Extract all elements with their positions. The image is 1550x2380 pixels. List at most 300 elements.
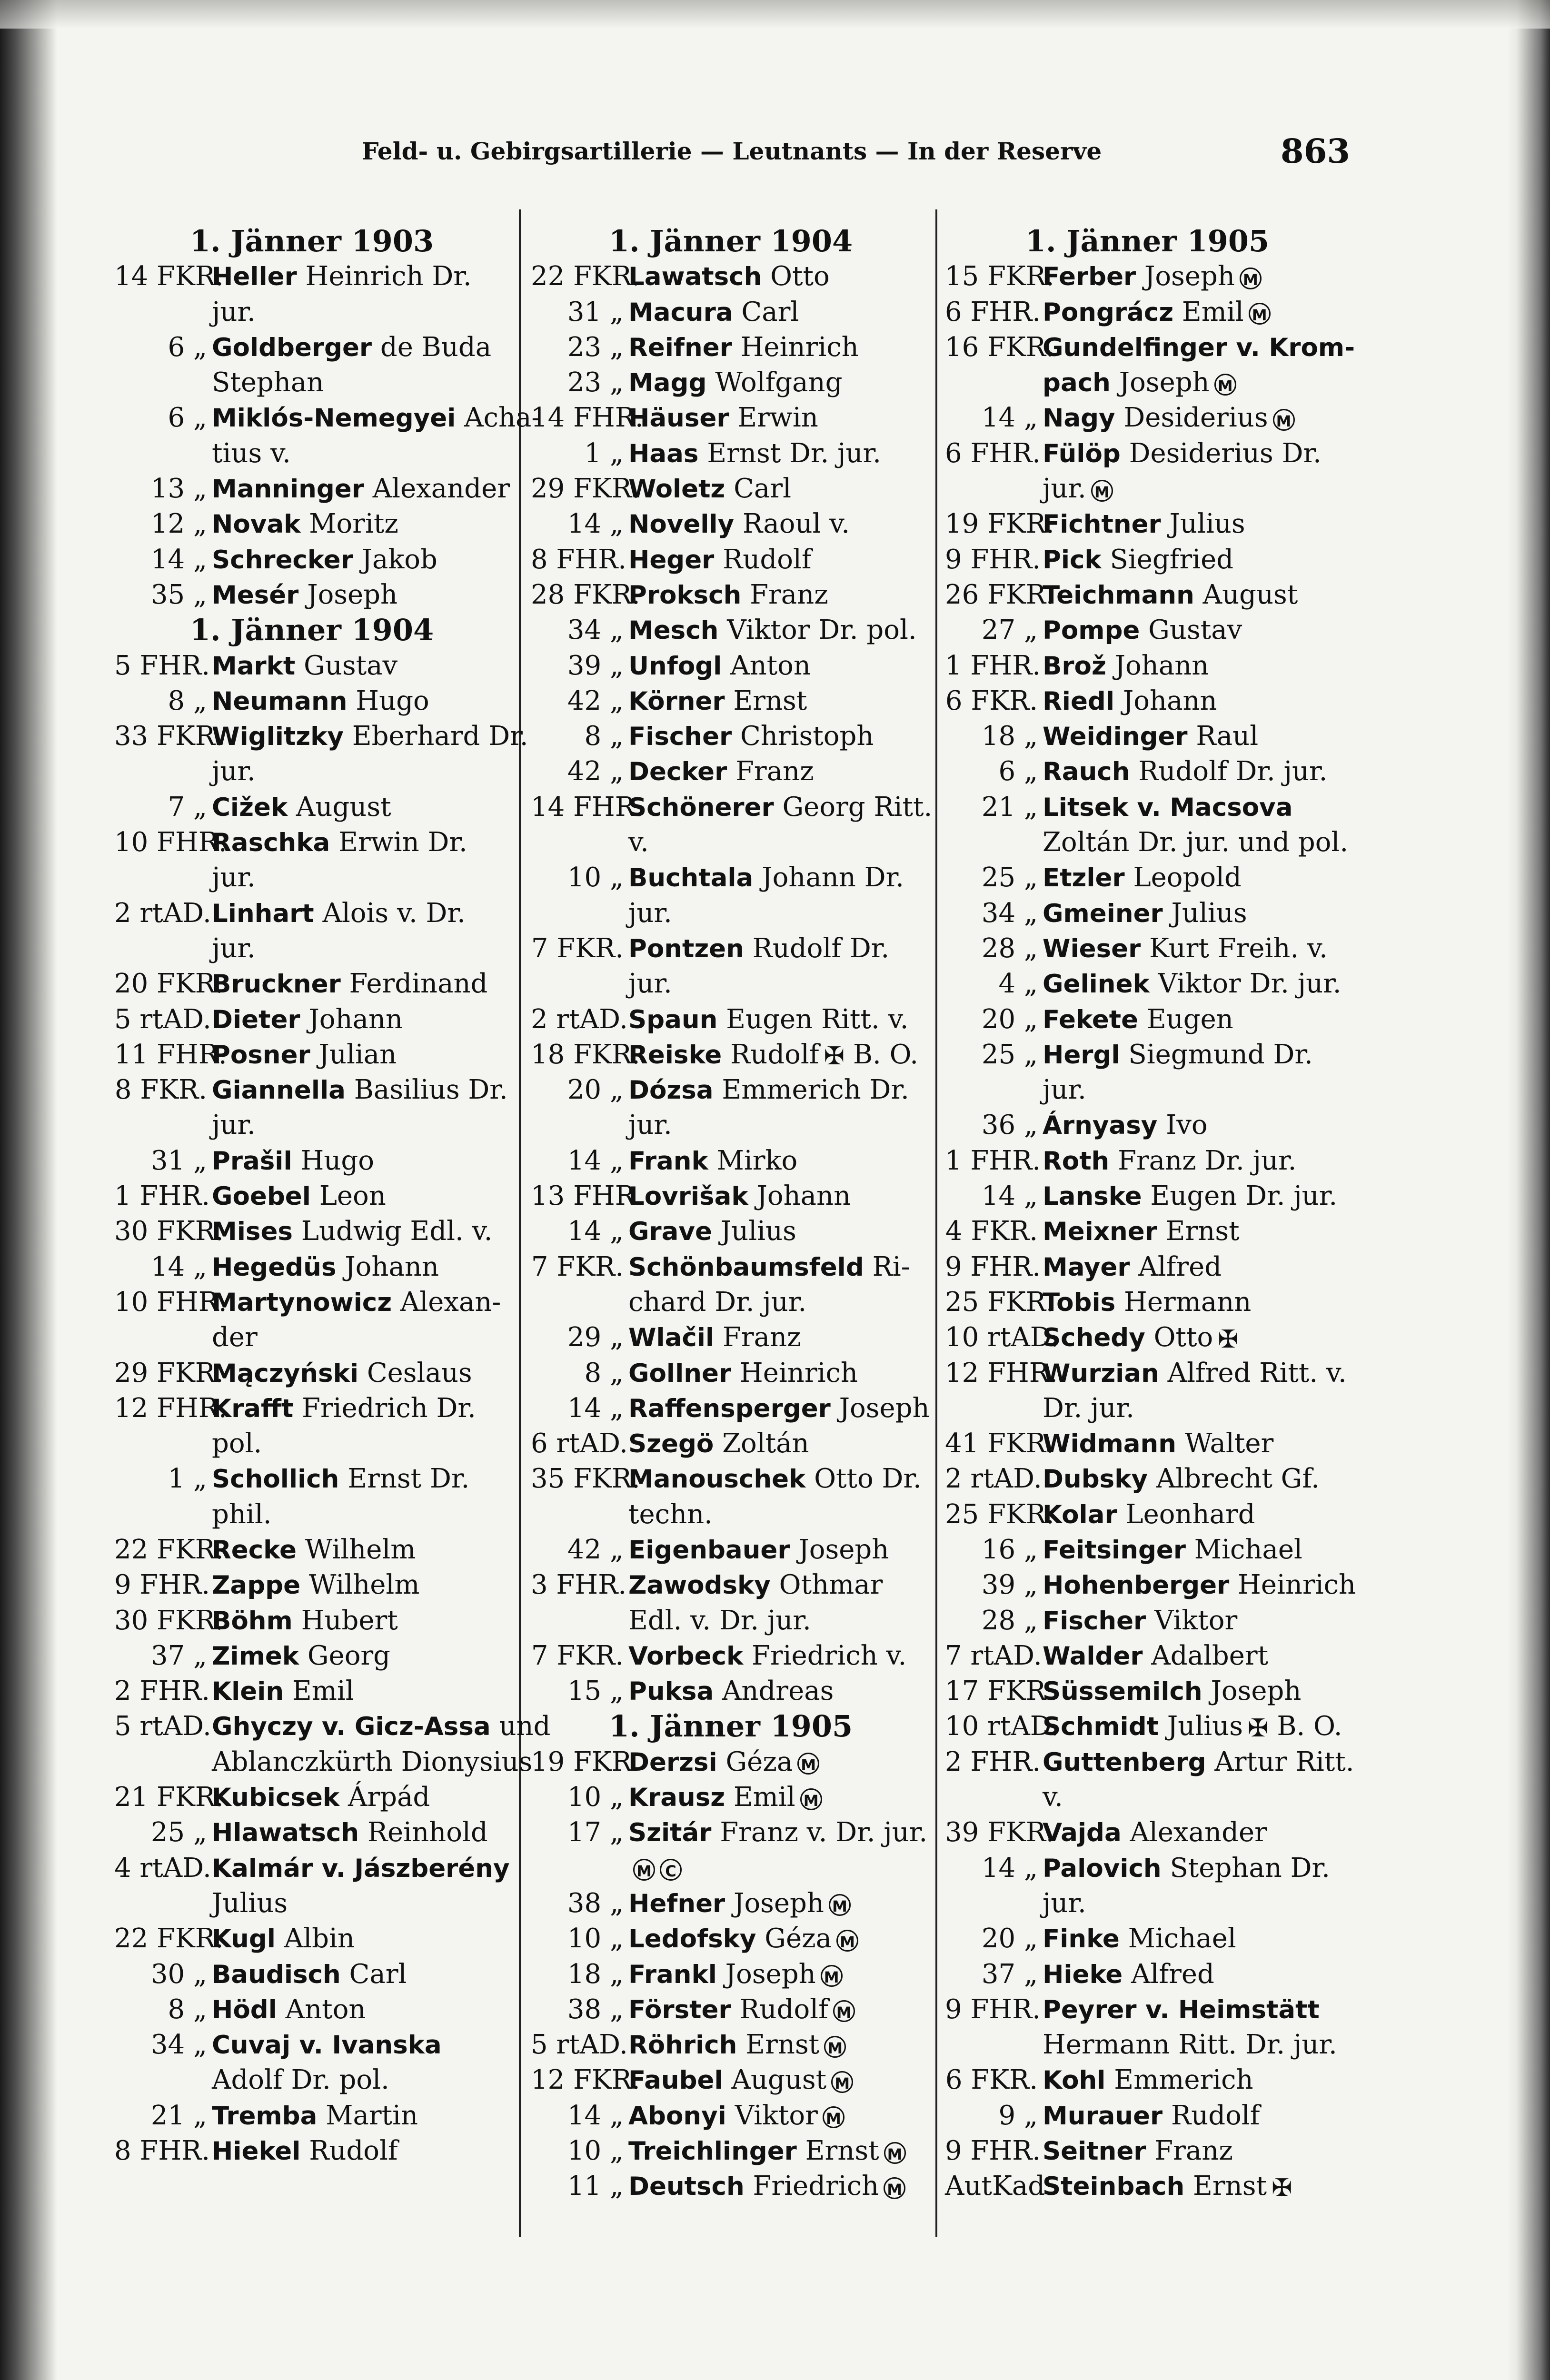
entry-row (114, 259, 509, 294)
regiment-number: 6 FKR. (945, 685, 1038, 716)
given-name: Walter (1176, 1428, 1274, 1459)
surname: Faubel (628, 2066, 723, 2095)
entry-row (945, 931, 1350, 966)
regiment-number: 14 FKR. (114, 261, 224, 292)
entry-name (628, 577, 828, 613)
entry-name (628, 1391, 930, 1427)
entry-name (212, 966, 487, 1002)
entry-row (114, 1921, 509, 1956)
given-name: Hugo (292, 1145, 374, 1176)
regiment-number: 3 FHR. (531, 1569, 627, 1601)
regiment-number: 37 „ (150, 1640, 207, 1671)
entry-row (531, 577, 931, 613)
given-name: Carl (725, 473, 791, 505)
surname: Giannella (212, 1076, 346, 1105)
entry-name (1043, 1143, 1296, 1179)
given-name-continued: chard Dr. jur. (628, 1286, 807, 1318)
entry-name (212, 1567, 419, 1603)
given-name: Raul (1187, 721, 1259, 752)
surname: Mesér (212, 580, 299, 610)
given-name-continued: der (212, 1322, 258, 1353)
entry-row (531, 1567, 931, 1603)
entry-name (628, 1745, 819, 1780)
entry-continuation (945, 365, 1350, 400)
entry-row (531, 2063, 931, 2098)
given-name: Albrecht Gf. (1148, 1463, 1320, 1495)
given-name: Alois v. Dr. (314, 897, 466, 929)
entry-row (531, 2098, 931, 2133)
entry-row (114, 1356, 509, 1391)
section-heading: 1. Jänner 1904 (608, 224, 853, 258)
entry-name (1043, 896, 1247, 932)
entry-name (212, 1214, 492, 1250)
regiment-number: 9 FHR. (114, 1569, 210, 1601)
entry-row (945, 1957, 1350, 1992)
entry-row (945, 259, 1350, 294)
circled-m-icon: M (829, 1894, 851, 1916)
continuation-text (1043, 365, 1236, 401)
entry-continuation (531, 1285, 931, 1320)
entry-row (945, 2063, 1350, 2098)
entry-name (1043, 436, 1321, 472)
entry-name (1043, 1745, 1354, 1780)
surname: Haas (628, 439, 699, 468)
entry-name (628, 1037, 918, 1074)
given-name: Artur Ritt. (1206, 1746, 1354, 1777)
entry-continuation (114, 295, 509, 330)
given-name: Wilhelm (300, 1569, 420, 1601)
surname: Körner (628, 686, 725, 716)
regiment-number: 17 „ (567, 1817, 624, 1848)
entry-name (628, 2027, 846, 2063)
suffix: B. O. (845, 1039, 919, 1070)
surname: Árnyasy (1043, 1111, 1158, 1140)
regiment-number: 2 rtAD. (114, 897, 211, 929)
regiment-number: 5 FHR. (114, 650, 210, 681)
surname: Zappe (212, 1571, 301, 1600)
continuation-text (1043, 1391, 1134, 1426)
entry-name (628, 684, 807, 719)
given-name: Leon (310, 1180, 386, 1212)
continuation-text (212, 931, 256, 966)
given-name: Gustav (1140, 615, 1242, 646)
entry-name (1043, 2169, 1292, 2206)
regiment-number: 33 FKR. (114, 721, 224, 752)
given-name-continued: Julius (212, 1887, 288, 1919)
entry-row (531, 1532, 931, 1567)
regiment-number: 25 „ (981, 1039, 1038, 1070)
surname: Zimek (212, 1641, 299, 1671)
column-divider-1 (519, 209, 521, 2237)
entry-name (212, 825, 467, 861)
entry-name (1043, 719, 1258, 754)
regiment-number: 36 „ (981, 1110, 1038, 1141)
regiment-number: 5 rtAD. (114, 1003, 211, 1035)
given-name: Heinrich (1229, 1569, 1356, 1601)
regiment-number: 22 FKR. (114, 1534, 224, 1565)
given-name: Joseph (830, 1392, 930, 1424)
entry-continuation (114, 754, 509, 789)
entry-continuation (114, 860, 509, 895)
entry-name (212, 1532, 416, 1568)
entry-name (1043, 1426, 1273, 1462)
entry-row (114, 1851, 509, 1886)
surname: Mises (212, 1217, 293, 1247)
surname: Cuvaj v. Ivanska (212, 2031, 442, 2060)
given-name: Géza (756, 1923, 832, 1954)
surname: Mesch (628, 616, 719, 645)
entry-continuation (945, 1886, 1350, 1921)
entry-name (212, 1815, 488, 1851)
entry-row (531, 1957, 931, 1992)
given-name-continued: jur. (212, 932, 256, 964)
given-name: Michael (1185, 1534, 1302, 1565)
entry-row (531, 1815, 931, 1850)
given-name-continued: tius v. (212, 437, 291, 469)
given-name-continued: Dr. jur. (1043, 1392, 1134, 1424)
given-name: Basilius Dr. (345, 1074, 508, 1106)
regiment-number: 21 „ (150, 2100, 207, 2131)
continuation-text (212, 754, 256, 789)
entry-row (114, 1638, 509, 1674)
given-name: Alexander (364, 473, 510, 505)
surname: Pongrácz (1043, 298, 1174, 327)
entry-row (531, 1780, 931, 1815)
given-name: Eugen (1138, 1003, 1233, 1035)
regiment-number: 4 rtAD. (114, 1852, 211, 1884)
entry-name (628, 259, 830, 295)
surname: Raschka (212, 828, 330, 858)
entry-name (1043, 931, 1328, 967)
surname: Schrecker (212, 545, 353, 575)
entry-row (531, 436, 931, 471)
regiment-number: 25 FKR. (945, 1498, 1054, 1530)
entry-name (628, 1532, 889, 1568)
surname: Hegedüs (212, 1252, 337, 1282)
entry-name (628, 613, 917, 648)
given-name: Julius (712, 1216, 796, 1247)
continuation-text (212, 1497, 272, 1532)
entry-row (531, 1674, 931, 1709)
surname: Baudisch (212, 1960, 341, 1989)
entry-name (1043, 577, 1298, 613)
given-name: Joseph (725, 1887, 824, 1919)
entry-name (212, 1992, 366, 2028)
entry-row (114, 684, 509, 719)
entry-row (531, 542, 931, 577)
regiment-number: 34 „ (981, 897, 1038, 929)
surname: Riedl (1043, 686, 1115, 716)
entry-name (628, 1780, 822, 1815)
given-name-continued: pol. (212, 1428, 262, 1459)
surname: Kolar (1043, 1500, 1117, 1529)
circled-m-icon: M (884, 2142, 906, 2164)
given-name: Ernst (737, 2029, 820, 2061)
given-name-continued: jur. (1043, 1887, 1086, 1919)
surname: Treichlinger (628, 2137, 797, 2166)
regiment-number: 14 „ (567, 508, 624, 540)
given-name: Eugen Ritt. v. (717, 1003, 909, 1035)
regiment-number: 6 „ (168, 402, 207, 434)
entry-name (628, 2063, 853, 2098)
entry-row (114, 1037, 509, 1072)
given-name: Desiderius (1115, 402, 1268, 434)
surname: Hohenberger (1043, 1571, 1230, 1600)
regiment-number: 6 FHR. (945, 296, 1041, 327)
regiment-number: 14 „ (150, 1251, 207, 1282)
entry-name (628, 542, 812, 578)
given-name: Árpád (339, 1782, 430, 1813)
surname: Novak (212, 510, 301, 539)
continuation-text (212, 436, 291, 471)
surname: Krafft (212, 1394, 294, 1423)
circled-m-icon: M (1249, 303, 1271, 325)
entry-row (114, 1072, 509, 1108)
continuation-text (628, 825, 649, 860)
entry-row (945, 754, 1350, 789)
regiment-number: 1 FHR. (945, 1145, 1041, 1176)
regiment-number: 9 „ (998, 2100, 1038, 2131)
surname: Pick (1043, 545, 1102, 575)
surname: Wieser (1043, 934, 1141, 963)
regiment-number: 8 „ (168, 685, 207, 716)
given-name-continued: v. (1043, 1782, 1063, 1813)
entry-row (114, 506, 509, 542)
circled-m-icon: M (884, 2177, 905, 2199)
surname: Schönbaumsfeld (628, 1252, 864, 1282)
given-name: Ernst (725, 685, 807, 716)
entry-name (212, 330, 491, 366)
entry-continuation (531, 1497, 931, 1532)
entry-row (114, 1957, 509, 1992)
order-cross-icon: ✠ (1247, 1714, 1269, 1743)
entry-name (628, 860, 904, 896)
entry-name (212, 2027, 442, 2063)
given-name-continued: Joseph (1110, 367, 1210, 398)
regiment-number: 27 „ (981, 615, 1038, 646)
circled-m-icon: M (833, 2000, 855, 2022)
regiment-number: 22 FKR. (114, 1923, 224, 1954)
surname: Hlawatsch (212, 1818, 359, 1848)
entry-name (212, 1851, 510, 1886)
given-name: Franz (714, 1322, 801, 1353)
entry-row (531, 1356, 931, 1391)
given-name: Wolfgang (706, 367, 843, 398)
regiment-number: 12 FHR. (114, 1392, 227, 1424)
entry-continuation (114, 365, 509, 400)
entry-row (114, 966, 509, 1002)
entry-name (212, 1461, 469, 1497)
regiment-number: 14 „ (150, 544, 207, 575)
regiment-number: 7 FKR. (531, 1251, 624, 1282)
entry-row (531, 931, 931, 966)
circled-m-icon: M (824, 2036, 846, 2058)
entry-name (1043, 400, 1295, 436)
regiment-number: 9 FHR. (945, 544, 1041, 575)
surname: Kubicsek (212, 1783, 340, 1813)
entry-name (212, 1037, 397, 1073)
column-3 (945, 224, 1356, 2204)
entry-row (531, 790, 931, 825)
given-name: Franz Dr. jur. (1109, 1145, 1297, 1176)
entry-name (1043, 1532, 1302, 1568)
surname: Miklós-Nemegyei (212, 404, 456, 433)
regiment-number: 39 FKR. (945, 1817, 1054, 1848)
entry-name (1043, 1250, 1222, 1285)
entry-row (945, 1603, 1350, 1638)
entry-name (628, 754, 814, 790)
regiment-number: 16 FKR. (945, 331, 1054, 363)
entry-name (212, 1002, 403, 1038)
given-name-continued: Edl. v. Dr. jur. (628, 1605, 811, 1636)
given-name: Julius (1161, 508, 1245, 540)
surname: Manouschek (628, 1465, 806, 1494)
entry-row (945, 400, 1350, 436)
given-name: Erwin Dr. (330, 827, 467, 858)
given-name: Eberhard Dr. (343, 721, 528, 752)
entry-name (212, 1072, 508, 1108)
entry-name (628, 1250, 910, 1285)
surname: Vajda (1043, 1818, 1122, 1848)
regiment-number: 5 rtAD. (114, 1711, 211, 1742)
surname: Schönerer (628, 793, 774, 822)
entry-name (212, 1356, 472, 1391)
surname: Palovich (1043, 1854, 1162, 1883)
regiment-number: 10 FHR. (114, 1286, 227, 1318)
entry-name (628, 1426, 809, 1462)
surname: Roth (1043, 1146, 1110, 1176)
entry-continuation (531, 966, 931, 1002)
given-name: Erwin (729, 402, 818, 434)
given-name: Anton (722, 650, 811, 681)
surname: Ledofsky (628, 1924, 756, 1954)
given-name: Friedrich v. (743, 1640, 907, 1671)
entry-name (1043, 1002, 1233, 1038)
entry-name (1043, 1567, 1356, 1603)
section-heading: 1. Jänner 1903 (189, 224, 434, 258)
given-name: Joseph (298, 579, 398, 610)
regiment-number: 35 FKR. (531, 1463, 640, 1495)
entry-row (531, 860, 931, 895)
entry-row (945, 684, 1350, 719)
entry-row (945, 648, 1350, 684)
entry-name (1043, 1179, 1337, 1214)
continuation-text (628, 1603, 811, 1638)
regiment-number: 10 „ (567, 862, 624, 893)
given-name: Ernst Dr. jur. (698, 437, 881, 469)
entry-name (1043, 790, 1292, 825)
regiment-number: 14 FHR. (531, 791, 644, 823)
regiment-number: 5 rtAD. (531, 2029, 628, 2061)
continuation-text (628, 1851, 682, 1886)
given-name-continued: jur. (212, 296, 256, 327)
entry-name (1043, 1709, 1342, 1746)
continuation-text (212, 1426, 262, 1461)
circled-m-icon: M (1273, 409, 1295, 431)
surname: Förster (628, 1995, 731, 2024)
regiment-number: 14 „ (981, 402, 1038, 434)
surname: Brož (1043, 651, 1106, 681)
circled-m-icon: M (797, 1753, 819, 1775)
surname: Hödl (212, 1995, 277, 2024)
entry-continuation (114, 1108, 509, 1143)
entry-row (531, 1179, 931, 1214)
regiment-number: 10 „ (567, 2135, 624, 2167)
given-name: Alfred Ritt. v. (1159, 1357, 1347, 1388)
continuation-text (212, 860, 256, 895)
given-name: Emmerich (1105, 2064, 1253, 2096)
regiment-number: 25 „ (150, 1817, 207, 1848)
surname: Puksa (628, 1677, 714, 1706)
entry-name (628, 365, 842, 401)
surname: Hieke (1043, 1960, 1123, 1989)
continuation-text (1043, 471, 1113, 506)
entry-name (212, 1674, 354, 1709)
entry-row (945, 1426, 1350, 1461)
entry-name (1043, 1638, 1268, 1674)
given-name: Viktor Dr. jur. (1149, 968, 1341, 1000)
given-name: Rudolf Dr. jur. (1130, 756, 1328, 787)
regiment-number: 7 FKR. (531, 932, 624, 964)
entry-name (628, 1567, 883, 1603)
surname: Decker (628, 757, 727, 787)
page-edge-shadow (1507, 0, 1550, 2380)
regiment-number: 14 „ (567, 1216, 624, 1247)
entry-continuation (531, 825, 931, 860)
regiment-number: 8 „ (168, 1993, 207, 2025)
entry-row (945, 1921, 1350, 1956)
continuation-text (628, 1285, 806, 1320)
surname: Süssemilch (1043, 1677, 1202, 1706)
surname: Feitsinger (1043, 1535, 1186, 1565)
given-name: Rudolf (714, 544, 812, 575)
order-cross-icon: ✠ (824, 1042, 845, 1071)
given-name: Siegmund Dr. (1120, 1039, 1313, 1070)
entry-row (114, 1461, 509, 1497)
circled-m-icon: M (1091, 480, 1113, 502)
surname: Frank (628, 1146, 708, 1176)
entry-row (945, 1815, 1350, 1850)
surname: Tobis (1043, 1288, 1116, 1317)
entry-name (628, 648, 811, 684)
entry-name (1043, 1674, 1301, 1709)
surname: Lawatsch (628, 262, 762, 292)
regiment-number: 10 „ (567, 1782, 624, 1813)
surname: Eigenbauer (628, 1535, 790, 1565)
given-name-continued: jur. (212, 756, 256, 787)
surname: Buchtala (628, 863, 754, 893)
entry-name (212, 2133, 398, 2169)
entry-row (531, 1143, 931, 1179)
regiment-number: 14 FHR. (531, 402, 644, 434)
given-name: Julian (310, 1039, 397, 1070)
entry-name (628, 1072, 909, 1108)
entry-name (212, 1143, 374, 1179)
entry-row (114, 648, 509, 684)
entry-row (531, 1886, 931, 1921)
entry-name (628, 400, 818, 436)
given-name-continued: jur. (1043, 1074, 1086, 1106)
running-header (0, 131, 1550, 175)
entry-row (531, 1638, 931, 1674)
regiment-number: 10 rtAD. (945, 1322, 1059, 1353)
surname: Raffensperger (628, 1394, 831, 1423)
entry-continuation (945, 471, 1350, 506)
given-name: Joseph (790, 1534, 889, 1565)
given-name: Ferdinand (340, 968, 488, 1000)
surname: Wlačil (628, 1323, 715, 1353)
suffix: B. O. (1268, 1711, 1342, 1742)
